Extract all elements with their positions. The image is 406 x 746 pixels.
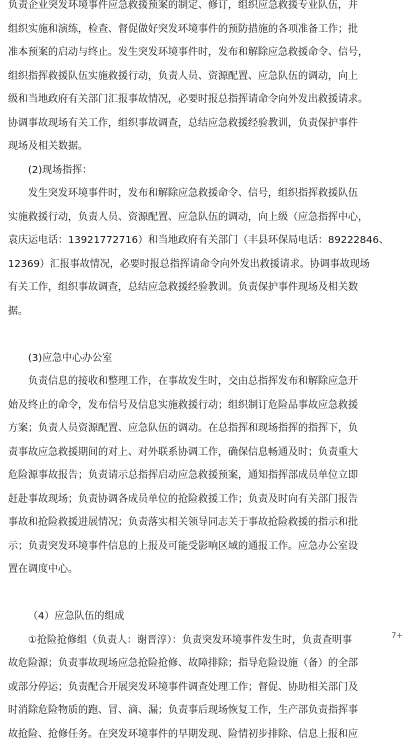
paragraph-line: 12369）汇报事故情况，必要时报总指挥请命令向外发出救援请求。协调事故现场 xyxy=(0,253,406,277)
section-2-body xyxy=(0,182,406,347)
paragraph-line: 现场及相关数据。 xyxy=(0,135,406,159)
paragraph-line: 实施救援行动，负责人员、资源配置、应急队伍的调动，向上级（应急指挥中心， xyxy=(0,206,406,230)
paragraph-line: 时消除危险物质的跑、冒、滴、漏；负责事后现场恢复工作，生产部负责指挥事 xyxy=(0,699,406,723)
paragraph-line: 置在调度中心。 xyxy=(0,558,406,582)
corner-mark: 7+ xyxy=(391,631,403,641)
paragraph-line: 发生突发环境事件时，发布和解除应急救援命令、信号，组织指挥救援队伍 xyxy=(0,182,406,206)
paragraph-line: 准本预案的启动与终止。发生突发环境事件时，发布和解除应急救援命令、信号， xyxy=(0,41,406,65)
paragraph-line: 袁庆运电话：13921772716）和当地政府有关部门（丰县环保局电话：89222846、 xyxy=(0,229,406,253)
paragraph-line: 责事故应急救援期间的对上、对外联系协调工作，确保信息畅通及时；负责重大 xyxy=(0,441,406,465)
section-heading: (2)现场指挥： xyxy=(0,159,406,183)
paragraph-line: 组织指挥救援队伍实施救援行动，负责人员、资源配置、应急队伍的调动，向上 xyxy=(0,65,406,89)
paragraph-line: 示；负责突发环境事件信息的上报及可能受影响区域的通报工作。应急办公室设 xyxy=(0,535,406,559)
paragraph-line: 赶赴事故现场；负责协调各成员单位的抢险救援工作；负责及时向有关部门报告 xyxy=(0,488,406,512)
paragraph-line: ①抢险抢修组（负责人：谢晋淳）：负责突发环境事件发生时，负责查明事 xyxy=(0,629,406,653)
paragraph-line: 负责企业突发环境事件应急救援预案的制定、修订，组织应急救援专业队伍，并 xyxy=(0,0,406,18)
paragraph-line: 组织实施和演练，检查、督促做好突发环境事件的预防措施的各项准备工作；批 xyxy=(0,18,406,42)
paragraph-line: 协调事故现场有关工作，组织事故调查，总结应急救援经验教训，负责保护事件 xyxy=(0,112,406,136)
paragraph-line: 有关工作，组织事故调查，总结应急救援经验教训。负责保护事件现场及相关数 xyxy=(0,276,406,300)
section-4-body xyxy=(0,629,406,746)
paragraph-line: 方案；负责人员资源配置、应急队伍的调动。在总指挥和现场指挥的指挥下，负 xyxy=(0,417,406,441)
paragraph-line: 事故和抢险救援进展情况；负责落实相关领导同志关于事故抢险救援的指示和批 xyxy=(0,511,406,535)
paragraph-line: 级和当地政府有关部门汇报事故情况，必要时报总指挥请命令向外发出救援请求。 xyxy=(0,88,406,112)
paragraph-line: 危险源事故报告；负责请示总指挥启动应急救援预案，通知指挥部成员单位立即 xyxy=(0,464,406,488)
paragraph-line: 据。 xyxy=(0,300,406,324)
paragraph-line: 故危险源；负责事故现场应急抢险抢修、故障排除；指导危险设施（备）的全部 xyxy=(0,652,406,676)
section-heading: (3)应急中心办公室 xyxy=(0,347,406,371)
section-heading: （4）应急队伍的组成 xyxy=(0,605,406,629)
paragraph-line: 负责信息的接收和整理工作，在事故发生时，交由总指挥发布和解除应急开 xyxy=(0,370,406,394)
paragraph-line: 故抢险、抢修任务。在突发环境事件的早期发现、险情初步排除、信息上报和应 xyxy=(0,723,406,746)
paragraph-line: 始及终止的命令，发布信号及信息实施救援行动；组织制订危险品事故应急救援 xyxy=(0,394,406,418)
section-3-body xyxy=(0,370,406,605)
section-1-intro xyxy=(0,0,406,159)
paragraph-line xyxy=(0,582,406,606)
paragraph-line: 或部分停运；负责配合开展突发环境事件调查处理工作；督促、协助相关部门及 xyxy=(0,676,406,700)
paragraph-line xyxy=(0,323,406,347)
